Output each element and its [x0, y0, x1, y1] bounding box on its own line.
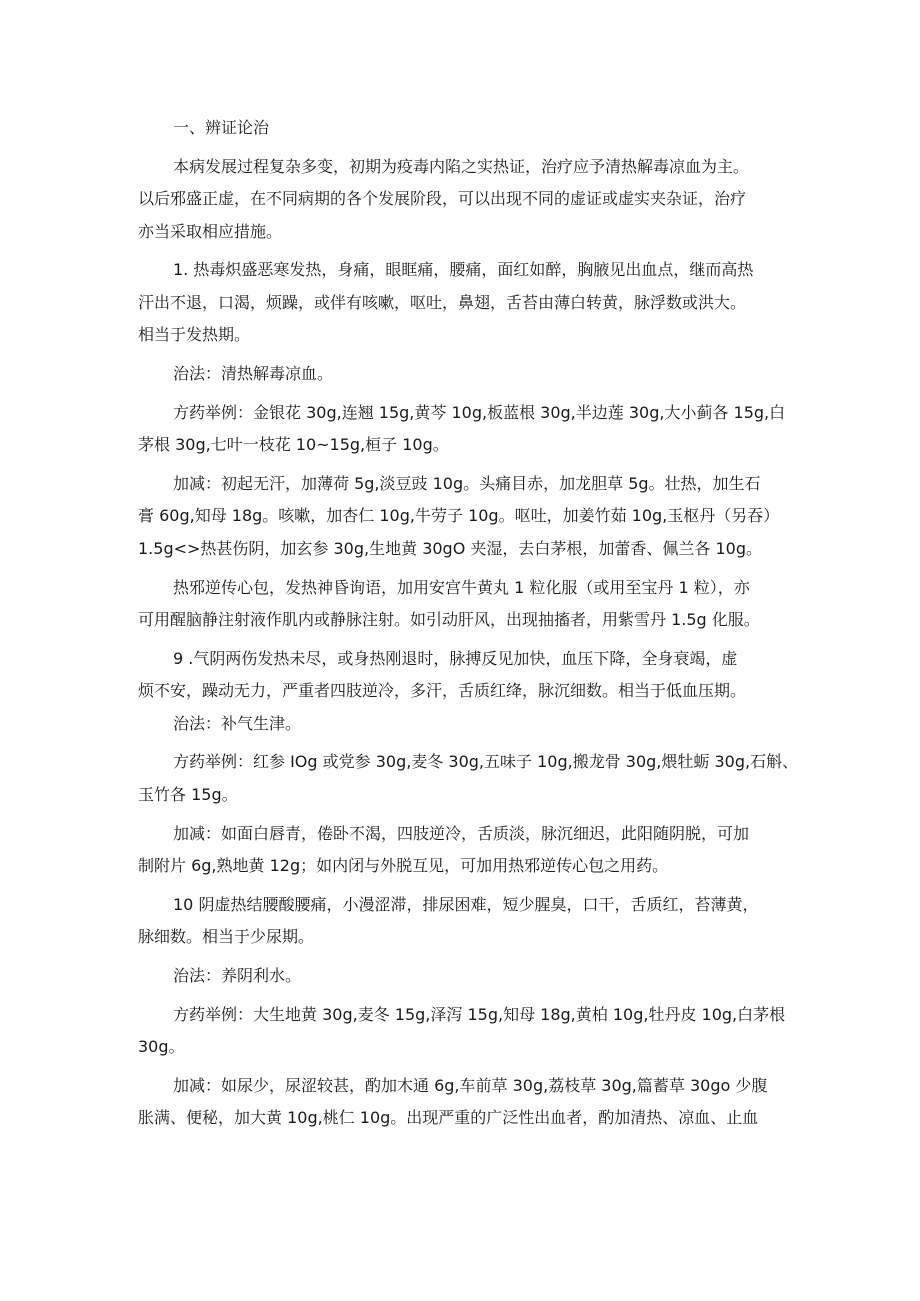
text-line: 膏 60g,知母 18g。咳嗽，加杏仁 10g,牛劳子 10g。呕吐，加姜竹茹 10g,玉枢丹（另吞）: [138, 506, 780, 526]
text-line: 茅根 30g,七叶一枝花 10~15g,桓子 10g。: [138, 435, 449, 455]
paragraph: [138, 643, 788, 708]
text-line: 治法：补气生津。: [173, 713, 302, 733]
text-line: 热邪逆传心包，发热神昏询语，加用安宫牛黄丸 1 粒化服（或用至宝丹 1 粒），亦: [173, 577, 750, 597]
paragraph: [138, 746, 799, 811]
paragraph: [138, 708, 788, 740]
paragraph: [138, 358, 788, 390]
text-line: 汗出不退，口渴，烦躁，或伴有咳嗽，呕吐，鼻翅，舌苔由薄白转黄，脉浮数或洪大。: [138, 292, 747, 312]
text-line: 本病发展过程复杂多变，初期为疫毒内陷之实热证，治疗应予清热解毒凉血为主。: [173, 156, 750, 176]
text-line: 脉细数。相当于少尿期。: [138, 927, 315, 947]
text-line: 烦不安，躁动无力，严重者四肢逆冷，多汗，舌质红绛，脉沉细数。相当于低血压期。: [138, 681, 747, 701]
text-line: 胀满、便秘，加大黄 10g,桃仁 10g。出现严重的广泛性出血者，酌加清热、凉血、止血: [138, 1108, 759, 1128]
paragraph: [138, 572, 788, 637]
text-line: 以后邪盛正虚，在不同病期的各个发展阶段，可以出现不同的虚证或虚实夹杂证，治疗: [138, 189, 747, 209]
text-line: 治法：养阴利水。: [173, 966, 302, 986]
paragraph: [138, 889, 788, 954]
text-line: 9 .气阴两伤发热未尽，或身热刚退时，脉搏反见加快，血压下降，全身衰竭，虚: [173, 648, 738, 668]
paragraph: [138, 468, 788, 565]
text-line: 制附片 6g,熟地黄 12g；如内闭与外脱互见，可加用热邪逆传心包之用药。: [138, 856, 669, 876]
text-line: 治法：清热解毒凉血。: [173, 364, 334, 384]
text-line: 1. 热毒炽盛恶寒发热，身痛，眼眶痛，腰痛，面红如醉，胸腋见出血点，继而高热: [173, 260, 754, 280]
paragraph: [138, 818, 788, 883]
text-line: 加减：如尿少，尿涩较甚，酌加木通 6g,车前草 30g,荔枝草 30g,篇蓄草 30go 少腹: [173, 1076, 768, 1096]
text-line: 亦当采取相应措施。: [138, 221, 283, 241]
text-line: 方药举例：大生地黄 30g,麦冬 15g,泽泻 15g,知母 18g,黄柏 10g,牡丹皮 10g,白茅根: [173, 1004, 786, 1024]
text-line: 30g。: [138, 1037, 185, 1057]
text-line: 方药举例：红参 IOg 或党参 30g,麦冬 30g,五味子 10g,搬龙骨 30g,煨牡蛎 30g,石斛、: [173, 752, 799, 772]
document-body: [138, 112, 799, 1141]
text-line: 玉竹各 15g。: [138, 784, 238, 804]
paragraph: [138, 960, 788, 992]
text-line: 方药举例：金银花 30g,连翘 15g,黄芩 10g,板蓝根 30g,半边莲 30g,大小蓟各 15g,白: [173, 402, 786, 422]
paragraph: [138, 151, 788, 248]
text-line: 加减：初起无汗，加薄荷 5g,淡豆豉 10g。头痛目赤，加龙胆草 5g。壮热，加生石: [173, 474, 761, 494]
text-line: 可用醒脑静注射液作肌内或静脉注射。如引动肝风，出现抽搐者，用紫雪丹 1.5g 化服。: [138, 610, 760, 630]
paragraph: [138, 999, 788, 1064]
text-line: 1.5g<>热甚伤阴，加玄参 30g,生地黄 30gO 夹湿，去白茅根，加蕾香、佩兰各 10g。: [138, 538, 762, 558]
text-line: 相当于发热期。: [138, 325, 251, 345]
text-line: 一、辨证论治: [173, 118, 270, 137]
paragraph: [138, 254, 788, 351]
text-line: 10 阴虚热结腰酸腰痛，小漫涩滞，排尿困难，短少腥臭，口干，舌质红，苔薄黄，: [173, 894, 759, 914]
paragraph: [138, 1070, 788, 1135]
text-line: 加减：如面白唇青，倦卧不渴，四肢逆冷，舌质淡，脉沉细迟，此阳随阴脱，可加: [173, 823, 750, 843]
paragraph: [138, 112, 788, 144]
paragraph: [138, 397, 788, 462]
